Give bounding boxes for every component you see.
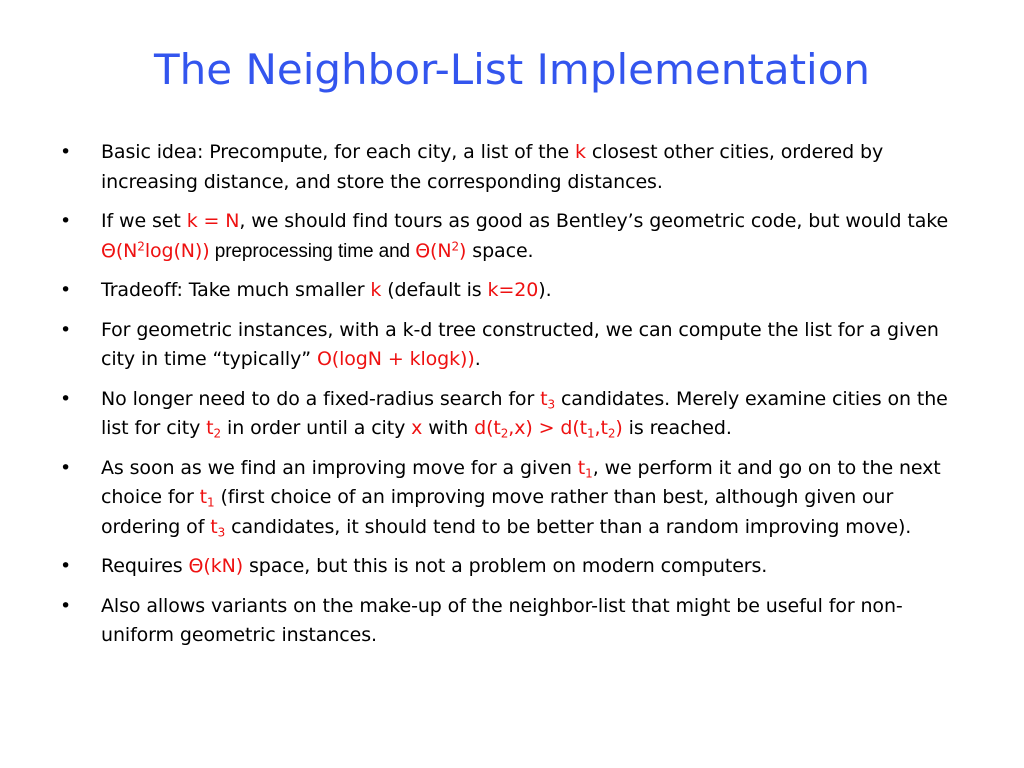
bullet-text: in order until a city [221, 417, 412, 439]
bullet-icon: • [60, 279, 72, 301]
highlight-k: k [370, 279, 382, 301]
math-text: ) [459, 239, 467, 262]
highlight-k-equals-n: k = N [186, 210, 240, 232]
bullet-basic-idea [60, 138, 960, 197]
highlight-theta-space [415, 240, 466, 262]
bullet-text: space. [466, 239, 534, 262]
math-text: ,x) > d(t [508, 417, 587, 439]
bullet-text: No longer need to do a fixed-radius search for [101, 387, 541, 410]
highlight-condition [474, 417, 623, 439]
bullet-k-equals-n [60, 207, 960, 266]
highlight-t2 [206, 417, 221, 439]
subscript: 2 [500, 426, 509, 441]
bullet-list [60, 138, 960, 661]
bullet-no-fixed-radius [60, 385, 960, 444]
bullet-text: (first choice of an improving move rather than best, although given our ordering of [101, 486, 894, 538]
bullet-text: closest other cities, ordered by increasing distance, and store the corresponding distances. [101, 141, 884, 193]
bullet-text: If we set [101, 210, 187, 232]
math-var: t [540, 387, 548, 410]
bullet-text: candidates, it should tend to be better than a random improving move). [225, 515, 912, 538]
bullet-text: space, but this is not a problem on modern computers. [243, 555, 768, 577]
bullet-improving-move [60, 454, 960, 543]
bullet-variants [60, 592, 960, 651]
bullet-text: Basic idea: Precompute, for each city, a list of the [101, 141, 575, 163]
bullet-icon: • [60, 141, 72, 163]
highlight-theta-time [101, 240, 210, 262]
math-text: Θ(N [415, 239, 452, 262]
bullet-text: is reached. [622, 417, 732, 439]
slide-title: The Neighbor-List Implementation [153, 45, 871, 94]
superscript: 2 [451, 238, 460, 253]
subscript: 3 [217, 525, 226, 540]
highlight-t1 [200, 486, 215, 508]
bullet-text: with [422, 417, 475, 439]
subscript: 1 [585, 466, 593, 481]
bullet-icon: • [60, 456, 72, 479]
bullet-text: preprocessing time and [209, 240, 416, 262]
bullet-text: Tradeoff: Take much smaller [101, 279, 371, 301]
highlight-x: x [411, 417, 423, 439]
math-text: ,t [594, 417, 608, 439]
highlight-t1 [578, 457, 593, 479]
bullet-icon: • [60, 387, 72, 410]
bullet-tradeoff [60, 276, 960, 306]
math-text: Θ(N [101, 239, 138, 262]
bullet-geometric-instances [60, 316, 960, 375]
highlight-t3 [210, 516, 225, 538]
subscript: 2 [607, 426, 616, 441]
highlight-k-20: k=20 [487, 279, 539, 301]
bullet-requires-space [60, 552, 960, 582]
highlight-t3 [540, 388, 555, 410]
bullet-text: , we perform it and go on to the next choice for [101, 456, 941, 508]
bullet-text: Requires [101, 555, 189, 577]
highlight-theta-kn: Θ(kN) [188, 555, 244, 577]
superscript: 2 [137, 238, 145, 253]
bullet-text: For geometric instances, with a k-d tree constructed, we can compute the list for a given city in time “typically” [101, 318, 939, 370]
highlight-k: k [575, 141, 586, 163]
subscript: 1 [207, 495, 215, 510]
bullet-text: . [474, 348, 481, 370]
bullet-text: As soon as we find an improving move for a given [101, 456, 578, 479]
subscript: 2 [213, 426, 222, 441]
math-text: ) [615, 417, 623, 439]
subscript: 1 [587, 426, 595, 441]
bullet-icon: • [60, 594, 72, 617]
subscript: 3 [547, 397, 555, 412]
bullet-icon: • [60, 318, 72, 341]
bullet-icon: • [60, 210, 72, 232]
math-var: t [577, 456, 586, 479]
bullet-text: (default is [381, 279, 488, 301]
bullet-icon: • [60, 555, 72, 577]
math-text: d(t [474, 417, 501, 439]
math-var: t [210, 515, 218, 538]
highlight-o-log: O(logN + klogk)) [316, 348, 475, 370]
bullet-text: , we should find tours as good as Bentley’s geometric code, but would take [239, 210, 949, 232]
bullet-text: ). [538, 279, 552, 301]
math-var: t [206, 417, 214, 439]
bullet-text: Also allows variants on the make-up of the neighbor-list that might be useful for non-uniform geometric instances. [101, 594, 903, 646]
math-var: t [199, 486, 207, 508]
math-text: log(N)) [144, 239, 210, 262]
bullet-text: candidates. Merely examine cities on the list for city [101, 387, 948, 439]
